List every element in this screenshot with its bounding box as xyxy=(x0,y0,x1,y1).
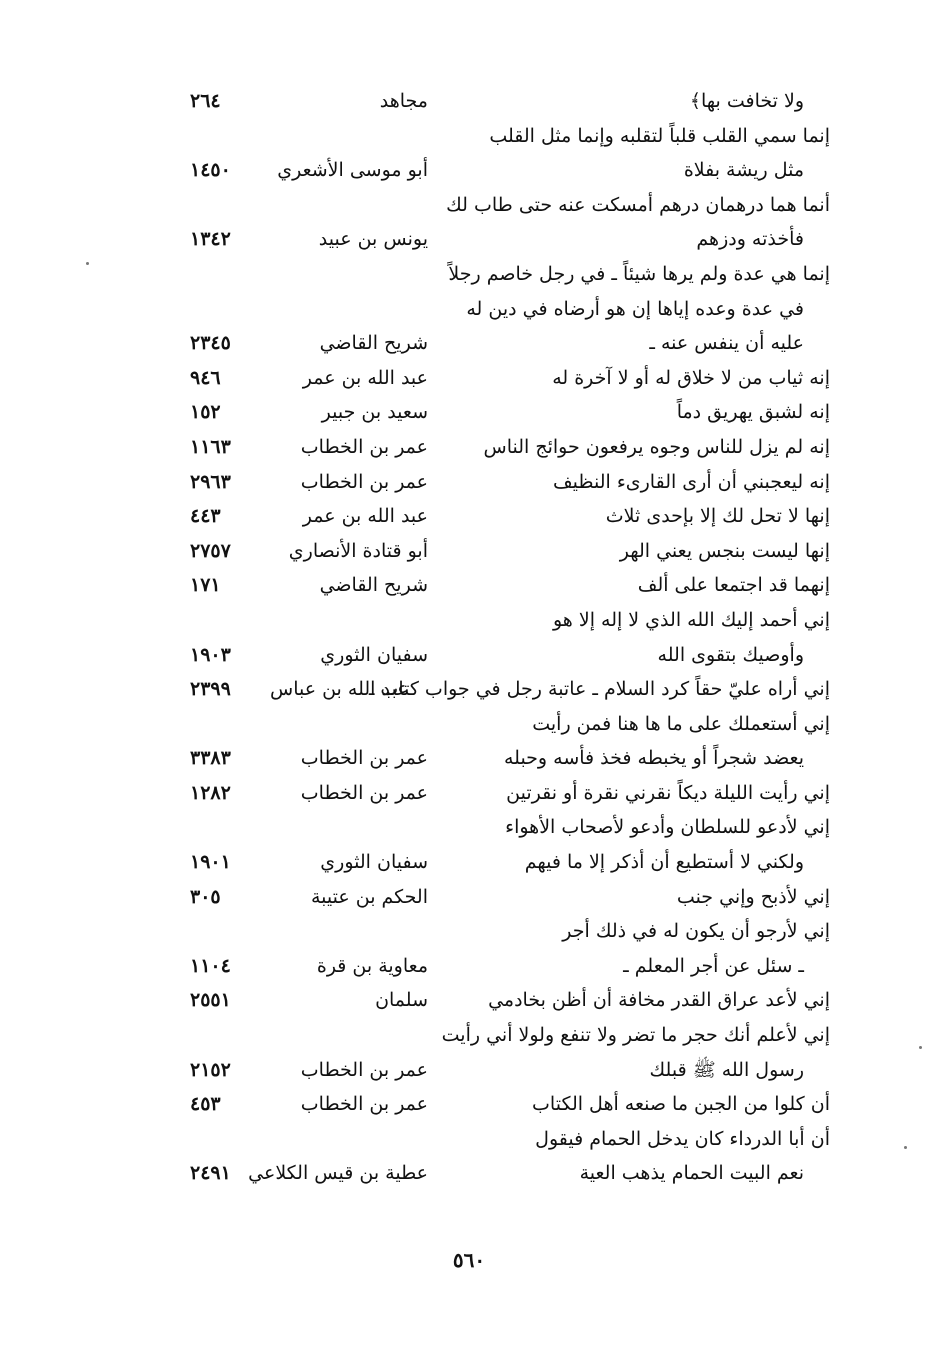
index-entry xyxy=(0,188,938,223)
entry-text: ـ سئل عن أجر المعلم ـ xyxy=(623,954,804,977)
index-entry xyxy=(0,914,938,949)
index-entry xyxy=(0,672,938,707)
entry-number: ٣٠٥ xyxy=(190,885,221,908)
entry-narrator: عبد الله بن عمر xyxy=(302,366,428,389)
entry-number: ٣٣٨٣ xyxy=(190,747,231,770)
index-entry xyxy=(0,638,938,673)
entry-text: إني لأذبح وإني جنب xyxy=(676,885,830,908)
index-entry xyxy=(0,84,938,119)
entry-narrator: سفيان الثوري xyxy=(320,851,428,874)
entry-narrator: سلمان xyxy=(375,989,428,1012)
entry-text: إني رأيت الليلة ديكاً نقرني نقرة أو نقرتين xyxy=(506,781,830,804)
index-entry xyxy=(0,361,938,396)
entry-narrator: عمر بن الخطاب xyxy=(300,1058,428,1081)
entry-narrator: عطية بن قيس الكلاعي xyxy=(248,1162,428,1185)
index-entry xyxy=(0,292,938,327)
index-entry xyxy=(0,1122,938,1157)
entry-number: ٢٦٤ xyxy=(190,90,221,112)
page-number: ٥٦٠ xyxy=(452,1248,486,1272)
entry-number: ٤٤٣ xyxy=(190,505,221,528)
entry-number: ٢٣٤٥ xyxy=(190,332,231,355)
entry-number: ١٤٥٠ xyxy=(190,159,231,182)
entry-text: إني أحمد إليك الله الذي لا إله إلا هو xyxy=(552,608,830,631)
entry-text: يعضد شجراً أو يخبطه فخذ فأسه وحبله xyxy=(503,747,804,770)
entry-narrator: عمر بن الخطاب xyxy=(300,781,428,804)
scan-speck xyxy=(904,1146,907,1149)
entry-number: ١٩٠١ xyxy=(190,851,231,874)
entry-text: إني لأعلم أنك حجر ما تضر ولا تنفع ولولا أني رأيت xyxy=(441,1024,830,1047)
entry-number: ٢٤٩١ xyxy=(190,1162,231,1185)
index-entry xyxy=(0,395,938,430)
entry-narrator: مجاهد xyxy=(379,90,428,112)
entry-text: في عدة وعده إياها إن هو أرضاه في دين له xyxy=(466,297,804,320)
entry-text: نعم البيت الحمام يذهب العية xyxy=(579,1162,804,1185)
entry-text: أن كلوا من الجبن ما صنعه أهل الكتاب xyxy=(532,1093,830,1116)
index-entry xyxy=(0,741,938,776)
entry-text: إنه لشبق يهريق دماً xyxy=(676,401,830,424)
entry-number: ٢٩٦٣ xyxy=(190,470,231,493)
entry-number: ٤٥٣ xyxy=(190,1093,221,1116)
entry-text: أن أبا الدرداء كان يدخل الحمام فيقول xyxy=(535,1127,830,1150)
entry-text: مثل ريشة بفلاة xyxy=(683,159,804,182)
entry-narrator: أبو موسى الأشعري xyxy=(277,159,428,182)
index-entry xyxy=(0,880,938,915)
index-entry xyxy=(0,257,938,292)
index-entry xyxy=(0,534,938,569)
entry-narrator: يونس بن عبيد xyxy=(318,228,428,251)
entry-text: فأخذته ودزهم xyxy=(696,228,804,251)
entry-text: عليه أن ينفس عنه ـ xyxy=(649,332,804,355)
index-entry xyxy=(0,326,938,361)
entry-text: إنما سمي القلب قلباً لتقلبه وإنما مثل القلب xyxy=(489,124,830,147)
entry-text: ولكني لا أستطيع أن أذكر إلا ما فيهم xyxy=(524,851,804,874)
entry-text: إني أستعملك على ما ها هنا فمن رأيت xyxy=(532,712,830,735)
entry-number: ١١٦٣ xyxy=(190,435,231,458)
entry-number: ١٥٢ xyxy=(190,401,221,424)
index-entry xyxy=(0,119,938,154)
index-entry xyxy=(0,1156,938,1191)
entry-text: إني لأعد عراق القدر مخافة أن أظن بخادمي xyxy=(488,989,830,1012)
entry-text: إنها لا تحل لك إلا بإحدى ثلاث xyxy=(605,505,830,528)
entry-text: وأوصيك بتقوى الله xyxy=(657,643,804,666)
entry-number: ٢٣٩٩ xyxy=(190,678,231,701)
entry-text: إنه ليعجبني أن أرى القارىء النظيف xyxy=(552,470,830,493)
entry-text: ولا تخافت بها﴾ xyxy=(689,90,804,112)
entry-text: إنما هي عدة ولم يرها شيئاً ـ في رجل خاصم رجلاً xyxy=(448,262,830,285)
index-entry xyxy=(0,568,938,603)
index-entry xyxy=(0,1018,938,1053)
index-entry xyxy=(0,1087,938,1122)
entry-number: ٢٧٥٧ xyxy=(190,539,231,562)
index-entry xyxy=(0,707,938,742)
entry-narrator: الحكم بن عتيبة xyxy=(310,885,428,908)
entry-narrator: شريح القاضي xyxy=(319,332,428,355)
entry-text: أنما هما درهمان درهم أمسكت عنه حتى طاب لك xyxy=(446,193,830,216)
entry-number: ١٧١ xyxy=(190,574,221,597)
entry-narrator: عبد الله بن عمر xyxy=(302,505,428,528)
index-entry xyxy=(0,603,938,638)
entry-number: ١٩٠٣ xyxy=(190,643,231,666)
entry-narrator: معاوية بن قرة xyxy=(316,954,428,977)
index-entry xyxy=(0,222,938,257)
entry-number: ١٣٤٢ xyxy=(190,228,231,251)
entry-narrator: عبد الله بن عباس xyxy=(270,678,409,701)
scan-speck xyxy=(86,262,89,265)
entry-narrator: أبو قتادة الأنصاري xyxy=(288,539,428,562)
index-entry xyxy=(0,1053,938,1088)
entry-narrator: عمر بن الخطاب xyxy=(300,747,428,770)
scan-speck xyxy=(919,1046,922,1049)
entry-text: إني أراه عليّ حقاً كرد السلام ـ عاتبة رجل في جواب كتاب ـ xyxy=(368,678,830,701)
entry-number: ٩٤٦ xyxy=(190,366,221,389)
entry-narrator: عمر بن الخطاب xyxy=(300,470,428,493)
entry-narrator: سفيان الثوري xyxy=(320,643,428,666)
index-entry xyxy=(0,430,938,465)
index-entry xyxy=(0,153,938,188)
index-entry xyxy=(0,465,938,500)
index-entry xyxy=(0,949,938,984)
entry-text: إني لأرجو أن يكون له في ذلك أجر xyxy=(562,920,830,943)
entry-number: ٢١٥٢ xyxy=(190,1058,231,1081)
index-entry xyxy=(0,499,938,534)
entry-text: رسول الله ﷺ قبلك xyxy=(649,1058,804,1081)
hadith-index-list xyxy=(0,84,938,1191)
index-entry xyxy=(0,776,938,811)
entry-text: إنه لم يزل للناس وجوه يرفعون حوائج الناس xyxy=(483,435,830,458)
entry-text: إنه ثياب من لا خلاق له أو لا آخرة له xyxy=(552,366,830,389)
index-entry xyxy=(0,983,938,1018)
entry-narrator: عمر بن الخطاب xyxy=(300,435,428,458)
entry-text: إنها ليست بنجس يعني الهر xyxy=(619,539,830,562)
entry-text: إنهما قد اجتمعا على ألف xyxy=(637,574,830,597)
entry-narrator: شريح القاضي xyxy=(319,574,428,597)
index-entry xyxy=(0,845,938,880)
entry-narrator: سعيد بن جبير xyxy=(321,401,428,424)
entry-number: ١٢٨٢ xyxy=(190,781,231,804)
index-entry xyxy=(0,810,938,845)
entry-number: ١١٠٤ xyxy=(190,954,231,977)
entry-text: إني لأدعو للسلطان وأدعو لأصحاب الأهواء xyxy=(505,816,830,839)
entry-number: ٢٥٥١ xyxy=(190,989,231,1012)
entry-narrator: عمر بن الخطاب xyxy=(300,1093,428,1116)
